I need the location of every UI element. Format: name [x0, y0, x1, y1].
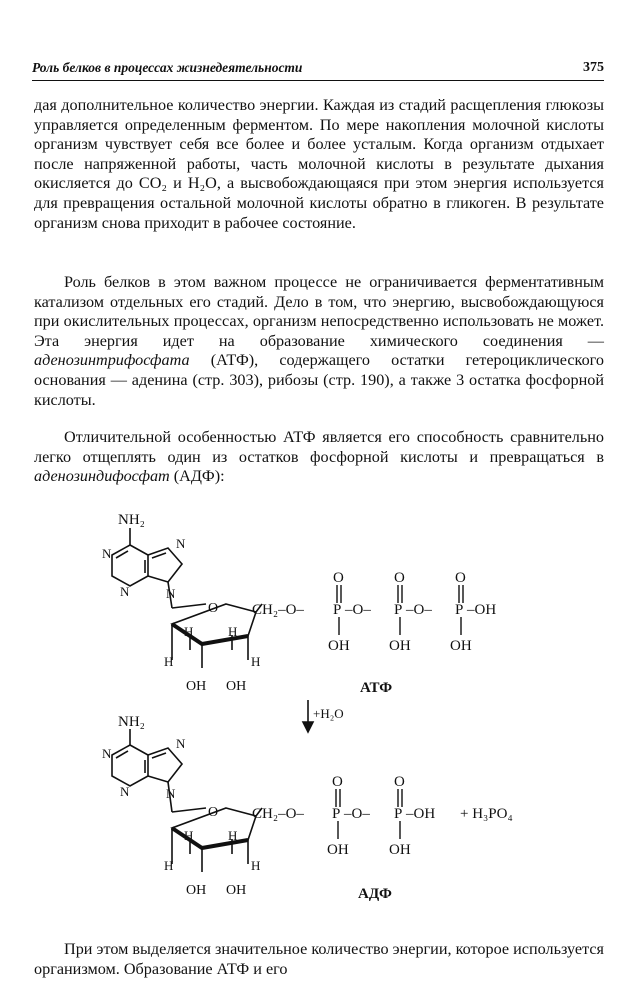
adp-h2: H — [228, 828, 238, 843]
atp-label: АТФ — [360, 680, 393, 696]
adp-term: аденозиндифосфат — [34, 467, 170, 486]
atp-o2: O — [394, 570, 405, 586]
adp-h1: H — [184, 828, 194, 843]
atp-sugar-o: O — [208, 601, 219, 616]
adp-oh2: OH — [226, 883, 247, 898]
paragraph-1-text: дая дополнительное количество энергии. Каждая из стадий расщепления глюкозы управляется определенным ферментом. По мере накопления молочной кислоты организм чувствует себя все более и более усталым. Когда организм отдыхает после напряженной работы, часть молочной кислоты в результате дыхания окисляется до CO₂ и H₂O, а высвобождающаяся при этом энергия используется для превращения остальной молочной кислоты обратно в гликоген. В результате организм снова приходит в рабочее состояние. — [34, 96, 604, 232]
atp-oh2: OH — [226, 679, 247, 694]
atp-o1: O — [333, 570, 344, 586]
atp-h2: H — [228, 624, 238, 639]
atp-term: аденозинтрифосфата — [34, 351, 190, 370]
adp-o1: O — [332, 774, 343, 790]
atp-n7: N — [176, 536, 186, 551]
adp-chain-oh: –OH — [406, 806, 436, 822]
paragraph-1 — [34, 96, 604, 233]
atp-o3: O — [455, 570, 466, 586]
atp-adenine-ring6 — [112, 545, 148, 586]
atp-h1: H — [184, 624, 194, 639]
adp-n7: N — [176, 736, 186, 751]
adp-p1: P — [332, 806, 341, 822]
running-title: Роль белков в процессах жизнедеятельности — [32, 60, 303, 75]
paragraph-3-text-b: (АДФ): — [169, 467, 225, 486]
paragraph-4 — [34, 940, 604, 979]
adp-p-oh2: OH — [389, 842, 411, 858]
atp-chain-ch2o: CH₂–O– — [252, 602, 304, 618]
adp-oh1: OH — [186, 883, 207, 898]
adp-amino: NH₂ — [118, 714, 145, 730]
atp-p3: P — [455, 602, 464, 618]
adp-p-oh1: OH — [327, 842, 349, 858]
atp-p-oh1: OH — [328, 638, 350, 654]
atp-adp-reaction-diagram — [0, 500, 634, 920]
atp-p-oh3: OH — [450, 638, 472, 654]
adp-h3: H — [164, 858, 174, 873]
atp-p-oh2: OH — [389, 638, 411, 654]
adp-n1: N — [102, 746, 112, 761]
atp-oh1: OH — [186, 679, 207, 694]
atp-chain-o2: –O– — [406, 602, 432, 618]
atp-p1: P — [333, 602, 342, 618]
adp-p2: P — [394, 806, 403, 822]
paragraph-4-text: При этом выделяется значительное количество энергии, которое используется организмом. Образование АТФ и его — [34, 940, 604, 978]
atp-chain-o1: –O– — [345, 602, 371, 618]
adp-label: АДФ — [358, 886, 392, 902]
running-header — [32, 52, 604, 81]
page-number: 375 — [583, 60, 604, 75]
atp-h4: H — [251, 654, 261, 669]
adp-h4: H — [251, 858, 261, 873]
adp-chain-o1: –O– — [344, 806, 370, 822]
paragraph-2-text-a: Роль белков в этом важном процессе не ограничивается ферментативным катализом отдельных его стадий. Дело в том, что энергию, высвобождающуюся при окислительных процессах, организм непосредственно использовать не может. Эта энергия идет на образование химического соединения — — [34, 273, 604, 350]
paragraph-3-text-a: Отличительной особенностью АТФ является его способность сравнительно легко отщеплять один из остатков фосфорной кислоты и превращаться в — [34, 428, 604, 466]
atp-h3: H — [164, 654, 174, 669]
atp-n9: N — [166, 586, 176, 601]
adp-chain-ch2o: CH₂–O– — [252, 806, 304, 822]
atp-chain-oh: –OH — [467, 602, 497, 618]
adp-plus-phosphate: + H₃PO₄ — [460, 806, 513, 822]
atp-n3: N — [120, 584, 130, 599]
adp-o2: O — [394, 774, 405, 790]
reaction-arrow-label: +H₂O — [313, 706, 344, 721]
adp-n9: N — [166, 786, 176, 801]
paragraph-2-text-b: (АТФ), содержащего остатки гетероциклического основания — аденина (стр. 303), рибозы (стр. 190), а также 3 остатка фосфорной кислоты. — [34, 351, 604, 409]
adp-n3: N — [120, 784, 130, 799]
atp-amino: NH₂ — [118, 512, 145, 528]
adp-sugar-o: O — [208, 805, 219, 820]
atp-n1: N — [102, 546, 112, 561]
paragraph-2 — [34, 273, 604, 410]
adp-adenine-ring6 — [112, 745, 148, 786]
paragraph-3 — [34, 428, 604, 487]
atp-p2: P — [394, 602, 403, 618]
